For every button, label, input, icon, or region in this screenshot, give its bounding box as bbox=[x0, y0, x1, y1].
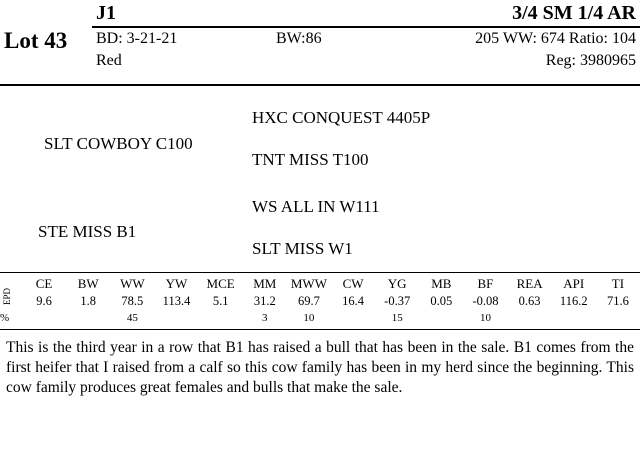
header-top-divider bbox=[92, 26, 640, 28]
pedigree-dam-sire: WS ALL IN W111 bbox=[252, 197, 380, 216]
epd-table-wrapper bbox=[0, 272, 640, 330]
epd-percentile: 10 bbox=[303, 312, 315, 324]
lot-number: Lot 43 bbox=[4, 28, 68, 53]
epd-value: -0.37 bbox=[384, 294, 411, 308]
epd-column-header: MM bbox=[253, 276, 277, 291]
epd-value: 113.4 bbox=[162, 294, 191, 308]
animal-tag-name: J1 bbox=[96, 2, 116, 24]
epd-value: 69.7 bbox=[297, 294, 320, 308]
pedigree-dam-dam: SLT MISS W1 bbox=[252, 239, 353, 258]
epd-header-row bbox=[0, 273, 640, 293]
epd-percentile: 10 bbox=[479, 312, 491, 324]
epd-table bbox=[0, 273, 640, 329]
epd-value: 31.2 bbox=[253, 294, 276, 308]
epd-column-header: WW bbox=[120, 276, 145, 291]
lot-description: This is the third year in a row that B1 has raised a bull that has been in the sale. B1 comes from the first heifer that I raised from a calf so this cow family has been in my herd since the beginning. This cow family produces great females and bulls that make the sale. bbox=[6, 339, 634, 396]
epd-percentile bbox=[66, 310, 110, 329]
epd-column-header: CE bbox=[35, 276, 53, 291]
registration-number: Reg: 3980965 bbox=[545, 52, 636, 69]
coat-color: Red bbox=[96, 52, 122, 69]
epd-column-header: TI bbox=[611, 276, 625, 291]
epd-column-header: BW bbox=[77, 276, 99, 291]
epd-column-header: YG bbox=[387, 276, 407, 291]
epd-value: 1.8 bbox=[80, 294, 97, 308]
epd-values-row bbox=[0, 293, 640, 310]
epd-column-header: MCE bbox=[206, 276, 235, 291]
pedigree-sire-sire: HXC CONQUEST 4405P bbox=[252, 108, 431, 127]
epd-column-header: REA bbox=[516, 276, 543, 291]
pedigree-sire-dam: TNT MISS T100 bbox=[252, 150, 369, 169]
birth-date: BD: 3-21-21 bbox=[96, 30, 178, 47]
epd-bottom-divider bbox=[0, 329, 640, 330]
pedigree-chart bbox=[0, 86, 640, 266]
breed-composition: 3/4 SM 1/4 AR bbox=[512, 2, 636, 24]
epd-column-header: BF bbox=[477, 276, 494, 291]
epd-value: 16.4 bbox=[342, 294, 364, 308]
pedigree-sire: SLT COWBOY C100 bbox=[44, 134, 193, 153]
epd-row-label: EPD bbox=[2, 287, 12, 305]
epd-column-header: MWW bbox=[290, 276, 327, 291]
epd-value: 0.63 bbox=[518, 294, 541, 308]
epd-percentile bbox=[22, 310, 66, 329]
epd-value: 78.5 bbox=[121, 294, 144, 308]
epd-percentile-row bbox=[0, 310, 640, 329]
epd-percentile: 15 bbox=[391, 312, 403, 324]
epd-percentile: 3 bbox=[262, 312, 268, 324]
epd-column-header: MB bbox=[431, 276, 452, 291]
percentile-row-label: % bbox=[0, 312, 10, 324]
epd-percentile bbox=[596, 310, 640, 329]
epd-percentile bbox=[508, 310, 552, 329]
epd-percentile bbox=[154, 310, 198, 329]
epd-value: 5.1 bbox=[212, 294, 229, 308]
epd-value: 71.6 bbox=[606, 294, 629, 308]
epd-percentile bbox=[199, 310, 243, 329]
epd-value: 9.6 bbox=[36, 294, 52, 308]
epd-value: -0.08 bbox=[472, 294, 499, 308]
weaning-weight-ratio: 205 WW: 674 Ratio: 104 bbox=[475, 30, 636, 47]
epd-percentile bbox=[331, 310, 375, 329]
epd-percentile bbox=[552, 310, 596, 329]
epd-percentile: 45 bbox=[126, 312, 138, 324]
header-detail-row-2 bbox=[96, 52, 636, 70]
header-detail-row-1 bbox=[96, 30, 636, 48]
lot-header bbox=[0, 0, 640, 86]
epd-column-header: YW bbox=[165, 276, 188, 291]
epd-column-header: CW bbox=[342, 276, 364, 291]
epd-value: 0.05 bbox=[430, 294, 453, 308]
epd-percentile bbox=[419, 310, 463, 329]
birth-weight: BW:86 bbox=[276, 30, 322, 47]
pedigree-dam: STE MISS B1 bbox=[38, 222, 137, 241]
epd-column-header: API bbox=[563, 276, 585, 291]
epd-value: 116.2 bbox=[559, 294, 588, 308]
